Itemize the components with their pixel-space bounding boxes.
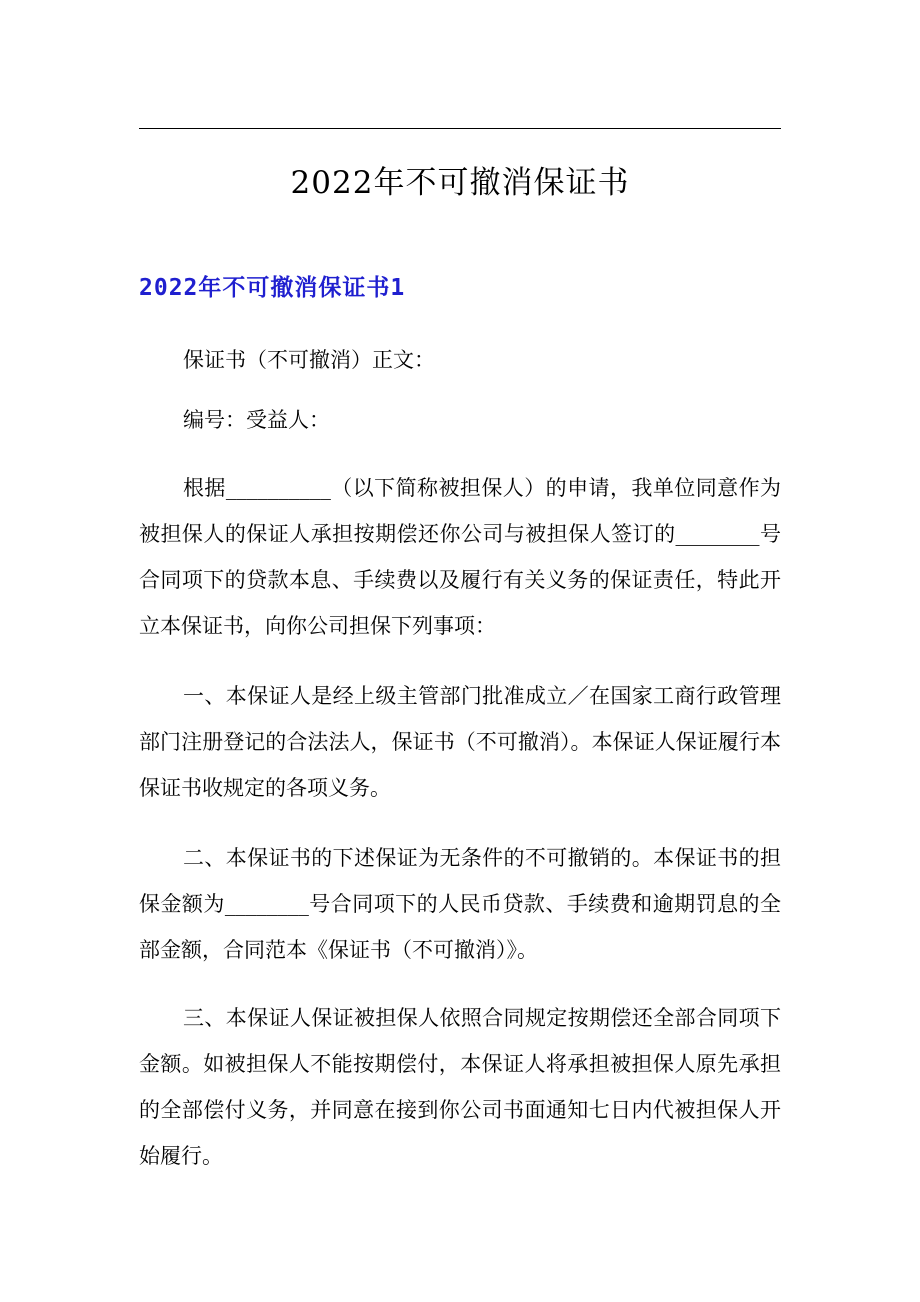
- paragraph-clause-3: 三、本保证人保证被担保人依照合同规定按期偿还全部合同项下金额。如被担保人不能按期偿付，本保证人将承担被担保人原先承担的全部偿付义务，并同意在接到你公司书面通知七日内代被担保人开始履行。: [139, 1006, 781, 1168]
- paragraph-clause-2: 二、本保证书的下述保证为无条件的不可撤销的。本保证书的担保金额为________号合同项下的人民币贷款、手续费和逾期罚息的全部金额，合同范本《保证书（不可撤消）》。: [139, 846, 781, 962]
- paragraph-number-beneficiary: 编号：受益人：: [183, 408, 330, 432]
- document-title: 2022年不可撤消保证书: [290, 165, 630, 201]
- header-rule: [139, 128, 781, 129]
- paragraph-basis: 根据__________（以下简称被担保人）的申请，我单位同意作为被担保人的保证人承担按期偿还你公司与被担保人签订的________号合同项下的贷款本息、手续费以及履行有关义务的保证责任，特此开立本保证书，向你公司担保下列事项：: [139, 476, 781, 638]
- paragraph-clause-1: 一、本保证人是经上级主管部门批准成立／在国家工商行政管理部门注册登记的合法法人，保证书（不可撤消）。本保证人保证履行本保证书收规定的各项义务。: [139, 684, 781, 800]
- paragraph-intro: 保证书（不可撤消）正文：: [183, 348, 435, 372]
- section-heading: 2022年不可撤消保证书1: [139, 275, 406, 301]
